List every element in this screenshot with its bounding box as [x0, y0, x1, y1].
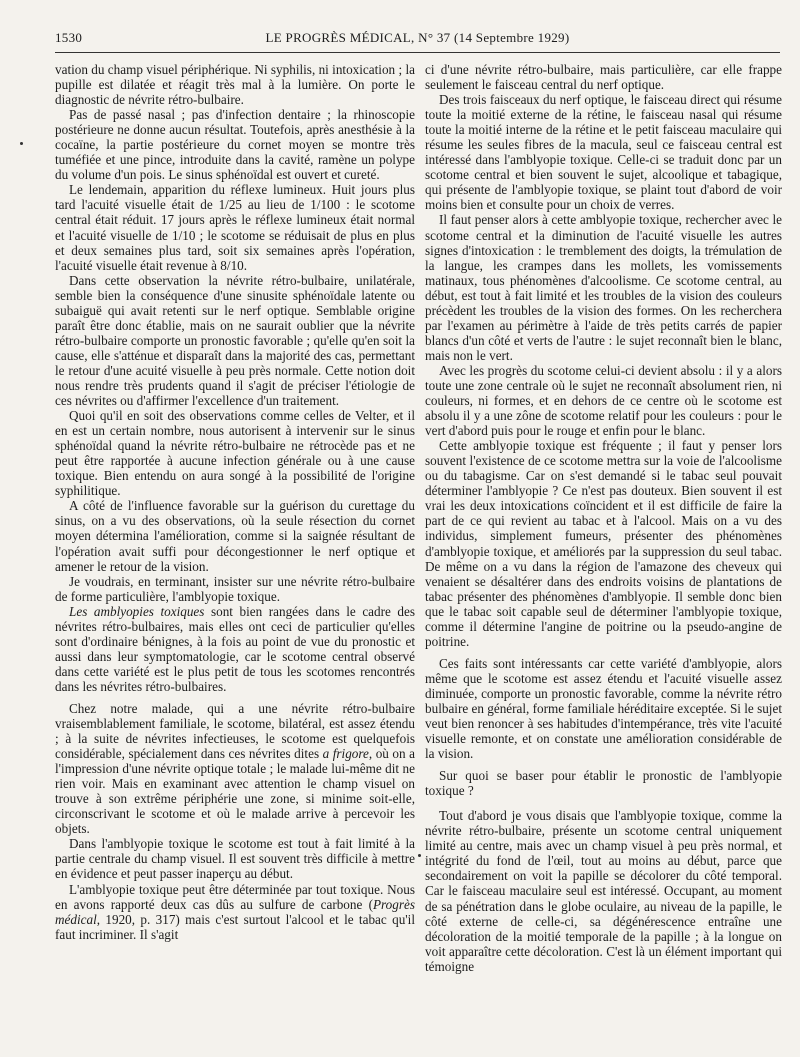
paragraph: Quoi qu'il en soit des observations comme celles de Velter, et il en est un certain nombre, nous autorisent à intervenir sur le sinus sphénoïdal quand la névrite rétro-bulbaire ne rétrocède pas et ne peut être rapportée à aucune infection générale ou à une cause toxique. Bien entendu on aura songé à la possibilité de l'origine syphilitique. [55, 408, 415, 499]
paragraph-text: , où on a l'impression d'une névrite optique totale ; le malade lui-même dit ne rien voir. Mais en examinant avec attention le champ visuel on trouve à son extrême périphérie une zone, si minime soit-elle, circonscrivant le scotome et où le malade arrive à percevoir les objets. [55, 746, 415, 837]
page-number: 1530 [55, 30, 83, 45]
paragraph: Le lendemain, apparition du réflexe lumineux. Huit jours plus tard l'acuité visuelle était de 1/25 au lieu de 1/100 : le scotome central était réduit. 17 jours après le réflexe lumineux était normal et l'acuité visuelle de 1/10 ; le scotome se réduisait de plus en plus et deux semaines plus tard, soit six semaines après l'opération, l'acuité visuelle était revenue à 8/10. [55, 182, 415, 273]
header-rule [55, 52, 780, 53]
italic-term: a frigore [322, 746, 369, 762]
print-speck [418, 854, 421, 857]
paragraph-text: , 1920, p. 317) mais c'est surtout l'alcool et le tabac qu'il faut incriminer. Il s'agit [55, 911, 415, 942]
paragraph: ci d'une névrite rétro-bulbaire, mais particulière, car elle frappe seulement le faisceau central du nerf optique. [425, 62, 782, 93]
paragraph: Ces faits sont intéressants car cette variété d'amblyopie, alors même que le scotome est assez étendu et l'acuité visuelle assez diminuée, comporte un pronostic favorable, comme la névrite rétro bulbaire en général, forme familiale héréditaire exceptée. Si le sujet veut bien renoncer à ses habitudes d'intempérance, très vite l'acuité visuelle remonte, et on constate une amélioration considérable de la vision. [425, 655, 782, 762]
paragraph: Dans l'amblyopie toxique le scotome est tout à fait limité à la partie centrale du champ visuel. Il est souvent très difficile à mettre en évidence et peut passer inaperçu au début. [55, 836, 415, 882]
paragraph-text: L'amblyopie toxique peut être déterminée par tout toxique. Nous en avons rapporté deux cas dûs au sulfure de carbone ( [55, 881, 415, 912]
italic-citation: Progrès médical [55, 896, 415, 927]
left-column [55, 62, 415, 942]
paragraph: Il faut penser alors à cette amblyopie toxique, rechercher avec le scotome central et la diminution de l'acuité visuelle les autres signes d'intoxication : le tremblement des doigts, la trémulation de la langue, les crampes dans les mollets, les vomissements matinaux, tous phénomènes d'alcoolisme. Ce scotome central, au début, est tout à fait limité et les troubles de la vision des couleurs précèdent les troubles de la vision des formes. On les recherchera par l'examen au périmètre à l'aide de très petits carrés de papier blancs d'un côté et verts de l'autre : le sujet reconnaît bien le blanc, mais non le vert. [425, 212, 782, 363]
paragraph [55, 701, 415, 836]
paragraph: Avec les progrès du scotome celui-ci devient absolu : il y a alors toute une zone centrale où le sujet ne reconnaît absolument rien, ni couleurs, ni formes, et en dehors de ce centre où le scotome est absolu il y a une zône de scotome relatif pour les couleurs : pour le vert d'abord puis pour le rouge et enfin pour le blanc. [425, 362, 782, 439]
paragraph: Pas de passé nasal ; pas d'infection dentaire ; la rhinoscopie postérieure ne donne aucun résultat. Toutefois, après anesthésie à la cocaïne, la partie postérieure du cornet moyen se montre très tuméfiée et une pince, introduite dans la cavité, ramène un polype du volume d'un pois. Le sinus sphénoïdal est ouvert et cureté. [55, 107, 415, 183]
paragraph [55, 882, 415, 942]
paragraph [55, 604, 415, 694]
paragraph-text: sont bien rangées dans le cadre des névrites rétro-bulbaires, mais elles ont ceci de particulier qu'elles sont d'ordinaire bénignes, à la fois au point de vue du pronostic et aussi dans leur symptomatologie, car le scotome central observé dans cette variété est le plus petit de tous les scotomes rencontrés dans les névrites rétro-bulbaires. [55, 603, 415, 694]
print-speck [20, 142, 23, 145]
italic-term: Les amblyopies toxiques [69, 603, 205, 619]
paragraph: A côté de l'influence favorable sur la guérison du curettage du sinus, on a vu des observations, où la seule résection du cornet moyen détermina l'amélioration, comme si la saignée résultant de l'opération avait suffi pour décongestionner le nerf optique et amener le retour de la vision. [55, 498, 415, 574]
right-column [425, 62, 782, 974]
paragraph: Des trois faisceaux du nerf optique, le faisceau direct qui résume toute la moitié externe de la rétine, le faisceau nasal qui résume toute la moitié interne de la rétine et le petit faisceau maculaire qui résume les seules fibres de la macula, seul ce faisceau central est intéressé dans l'amblyopie toxique. Celle-ci se traduit donc par un scotome central et bien souvent le sujet, alcoolique et tabagique, qui présente de l'amblyopie toxique, se plaint tout d'abord de voir moins bien et consulte pour un choix de verres. [425, 92, 782, 213]
paragraph: vation du champ visuel périphérique. Ni syphilis, ni intoxication ; la pupille est dilatée et réagit très mal à la lumière. On porte le diagnostic de névrite rétro-bulbaire. [55, 62, 415, 108]
paragraph-text: Chez notre malade, qui a une névrite rétro-bulbaire vraisemblablement familiale, le scotome, bilatéral, est assez étendu ; à la suite de névrites infectieuses, le scotome est quelquefois considérable, spécialement dans ces névrites dites [55, 700, 415, 762]
running-title: LE PROGRÈS MÉDICAL, N° 37 (14 Septembre 1929) [265, 30, 570, 45]
paragraph: Dans cette observation la névrite rétro-bulbaire, unilatérale, semble bien la conséquence d'une sinusite sphénoïdale latente ou subaiguë qui avait retenti sur le nerf optique. Semblable origine paraît être donc établie, mais on ne saurait oublier que la névrite rétro-bulbaire comporte un pronostic favorable ; qu'elle qu'en soit la cause, elle s'atténue et disparaît dans la majorité des cas, permettant le retour d'une acuité visuelle à peu près normale. Cette notion doit nous rendre très prudents quand il s'agit de préciser l'étiologie de ces névrites ou d'affirmer l'excellence d'un traitement. [55, 272, 415, 409]
paragraph: Cette amblyopie toxique est fréquente ; il faut y penser lors souvent l'existence de ce scotome mettra sur la voie de l'alcoolisme ou du tabagisme. Car on s'est demandé si le tabac seul pouvait déterminer l'amblyopie ? Ce n'est pas douteux. Bien souvent il est vrai les deux intoxications coïncident et il est difficile de faire la part de ce qui revient au tabac et à l'alcool. Mais on a vu des individus, simplement fumeurs, présenter des phénomènes d'amblyopie toxique, et améliorés par la suppression du seul tabac. De même on a vu dans la région de l'amazone des cheveux qui venaient se désaltérer dans des endroits voisins de plantations de tabac présenter des phénomènes d'amblyopie. Il semble donc bien que le tabac soit capable seul de déterminer l'amblyopie toxique, comme il détermine l'angine de poitrine ou la pseudo-angine de poitrine. [425, 438, 782, 649]
paragraph: Sur quoi se baser pour établir le pronostic de l'amblyopie toxique ? [425, 768, 782, 799]
paragraph: Tout d'abord je vous disais que l'amblyopie toxique, comme la névrite rétro-bulbaire, présente un scotome central uniquement limité au centre, mais avec un champ visuel à peu près normal, et intégrité du fond de l'œil, tout au moins au début, parce que secondairement on voit la papille se décolorer du côté temporal. Car le faisceau maculaire seul est intéressé. Occupant, au moment de sa pénétration dans le globe oculaire, au niveau de la papille, le côté externe de celle-ci, sa dégénérescence entraîne une décoloration de la moitié temporale de la papille ; à la longue on voit apparaître cette décoloration. C'est là un élément important qui témoigne [425, 808, 782, 974]
running-header [55, 30, 780, 50]
paragraph: Je voudrais, en terminant, insister sur une névrite rétro-bulbaire de forme particulière, l'amblyopie toxique. [55, 573, 415, 604]
